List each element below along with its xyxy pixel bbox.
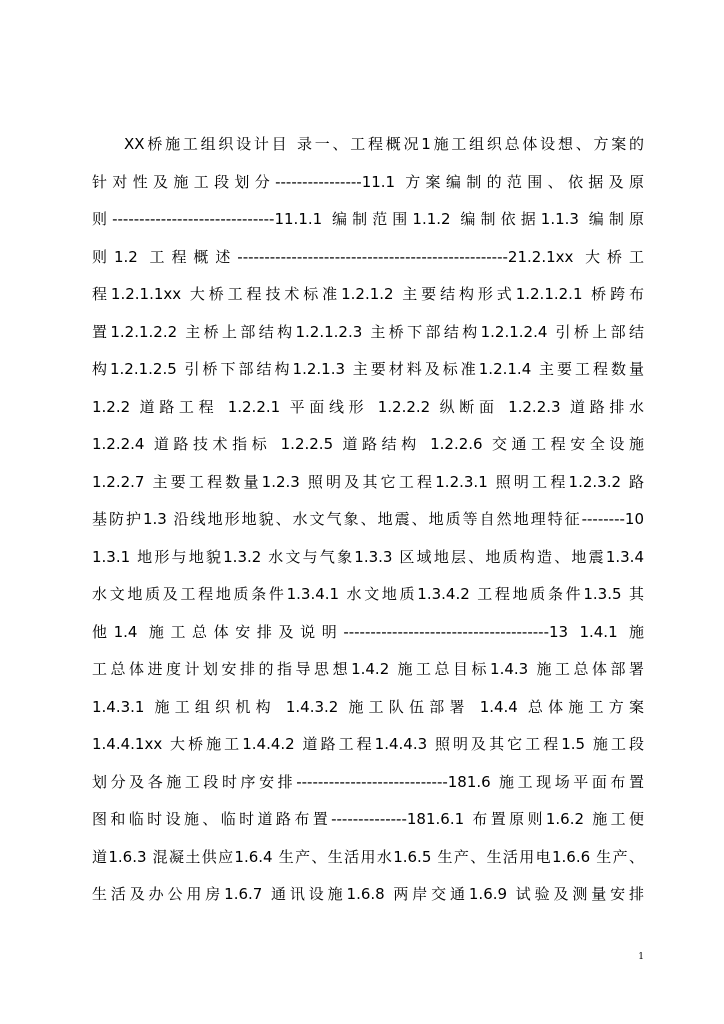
- text-line: 1.2.2.4 道路技术指标 1.2.2.5 道路结构 1.2.2.6 交通工程安全设施: [92, 435, 644, 453]
- text-line: 基防护1.3 沿线地形地貌、水文气象、地震、地质等自然地理特征--------10: [92, 510, 644, 528]
- text-line: 1.4.4.1xx 大桥施工1.4.4.2 道路工程1.4.4.3 照明及其它工程1.5 施工段: [92, 735, 644, 753]
- text-line: 1.3.1 地形与地貌1.3.2 水文与气象1.3.3 区域地层、地质构造、地震1.3.4: [92, 547, 644, 566]
- text-line: 划分及各施工段时序安排----------------------------181.6 施工现场平面布置: [92, 772, 644, 791]
- text-line: 生活及办公用房1.6.7 通讯设施1.6.8 两岸交通1.6.9 试验及测量安排: [92, 885, 644, 903]
- text-line: 图和临时设施、临时道路布置--------------181.6.1 布置原则1.6.2 施工便: [92, 810, 644, 828]
- text-line: 程1.2.1.1xx 大桥工程技术标准1.2.1.2 主要结构形式1.2.1.2.1 桥跨布: [92, 285, 644, 303]
- document-body: [92, 126, 644, 914]
- text-line: 则------------------------------11.1.1 编制范围1.1.2 编制依据1.1.3 编制原: [92, 210, 644, 228]
- page-number: 1: [638, 952, 644, 962]
- text-line: 1.4.3.1 施工组织机构 1.4.3.2 施工队伍部署 1.4.4 总体施工方案: [92, 697, 644, 716]
- text-line: 水文地质及工程地质条件1.3.4.1 水文地质1.3.4.2 工程地质条件1.3.5 其: [92, 585, 644, 603]
- text-line: 道1.6.3 混凝土供应1.6.4 生产、生活用水1.6.5 生产、生活用电1.6.6 生产、: [92, 847, 644, 866]
- text-line: 构1.2.1.2.5 引桥下部结构1.2.1.3 主要材料及标准1.2.1.4 主要工程数量: [92, 360, 644, 378]
- text-line: 他1.4 施工总体安排及说明--------------------------------------13 1.4.1 施: [92, 622, 644, 641]
- text-line: 置1.2.1.2.2 主桥上部结构1.2.1.2.3 主桥下部结构1.2.1.2.4 引桥上部结: [92, 322, 644, 341]
- text-line: 工总体进度计划安排的指导思想1.4.2 施工总目标1.4.3 施工总体部署: [92, 660, 644, 678]
- text-line: XX桥施工组织设计目 录一、工程概况1施工组织总体设想、方案的: [124, 135, 644, 153]
- text-line: 1.2.2.7 主要工程数量1.2.3 照明及其它工程1.2.3.1 照明工程1.2.3.2 路: [92, 472, 644, 491]
- text-line: 1.2.2 道路工程 1.2.2.1 平面线形 1.2.2.2 纵断面 1.2.2.3 道路排水: [92, 397, 644, 416]
- text-line: 针对性及施工段划分----------------11.1 方案编制的范围、依据及原: [92, 172, 644, 191]
- text-line: 则1.2 工程概述--------------------------------------------------21.2.1xx 大桥工: [92, 247, 644, 266]
